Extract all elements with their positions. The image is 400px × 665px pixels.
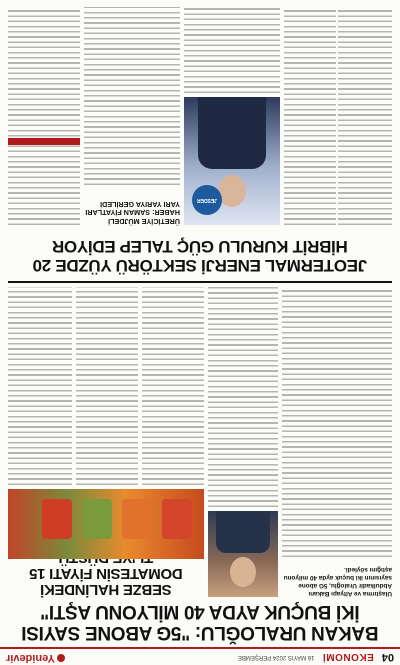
geothermal-speaker-photo [184,97,280,225]
headline-tomato-price: SEBZE HALİNDEKİ DOMATESİN FİYATI 15 [29,565,183,598]
story1-body-column [282,287,392,557]
story3-body-column-2 [284,7,336,225]
red-subhead-bar [8,138,80,145]
section-divider [8,281,392,283]
headline-geothermal: JEOTERMAL ENERJİ SEKTÖRÜ YÜZDE 20 HİBRİT KURULU GÜÇ TALEP EDİYOR [32,237,368,275]
event-logo-icon: JESDER [192,185,222,215]
story3-body-column-3 [184,7,280,93]
issue-date: 16 MAYIS 2024 PERŞEMBE [237,654,315,660]
logo-text: Yenidevir [6,652,55,664]
story2-body-column [142,287,204,485]
story3-body-column-4 [8,7,80,225]
hay-story-body [84,7,180,185]
story2-body-column-3 [8,287,72,485]
story1-deck: Ulaştırma ve Altyapı Bakanı Abdulkadir Uraloğlu, 5G abone sayısının iki buçuk ayda 40 milyonu aştığını söyledi. [283,566,392,597]
headline-hay-prices: ÜRETİCİYE MÜJDELİ HABER: SAMAN FİYATLARI YARI YARIYA GERİLEDİ [85,199,180,226]
tomato-market-photo [8,489,204,559]
newspaper-logo [6,652,65,664]
story3-body-column [338,7,392,225]
page-number: 04 [381,651,394,663]
logo-mark-icon [57,654,65,662]
minister-photo [208,511,278,597]
masthead [0,647,400,665]
section-title: EKONOMİ [322,651,374,663]
story1-body-column-2 [208,287,278,507]
headline-5g-subscribers: BAKAN URALOĞLU: "5G ABONE SAYISI İKİ BUÇUK AYDA 40 MİLYONU AŞTI" [21,601,379,643]
story2-body-column-2 [76,287,138,485]
